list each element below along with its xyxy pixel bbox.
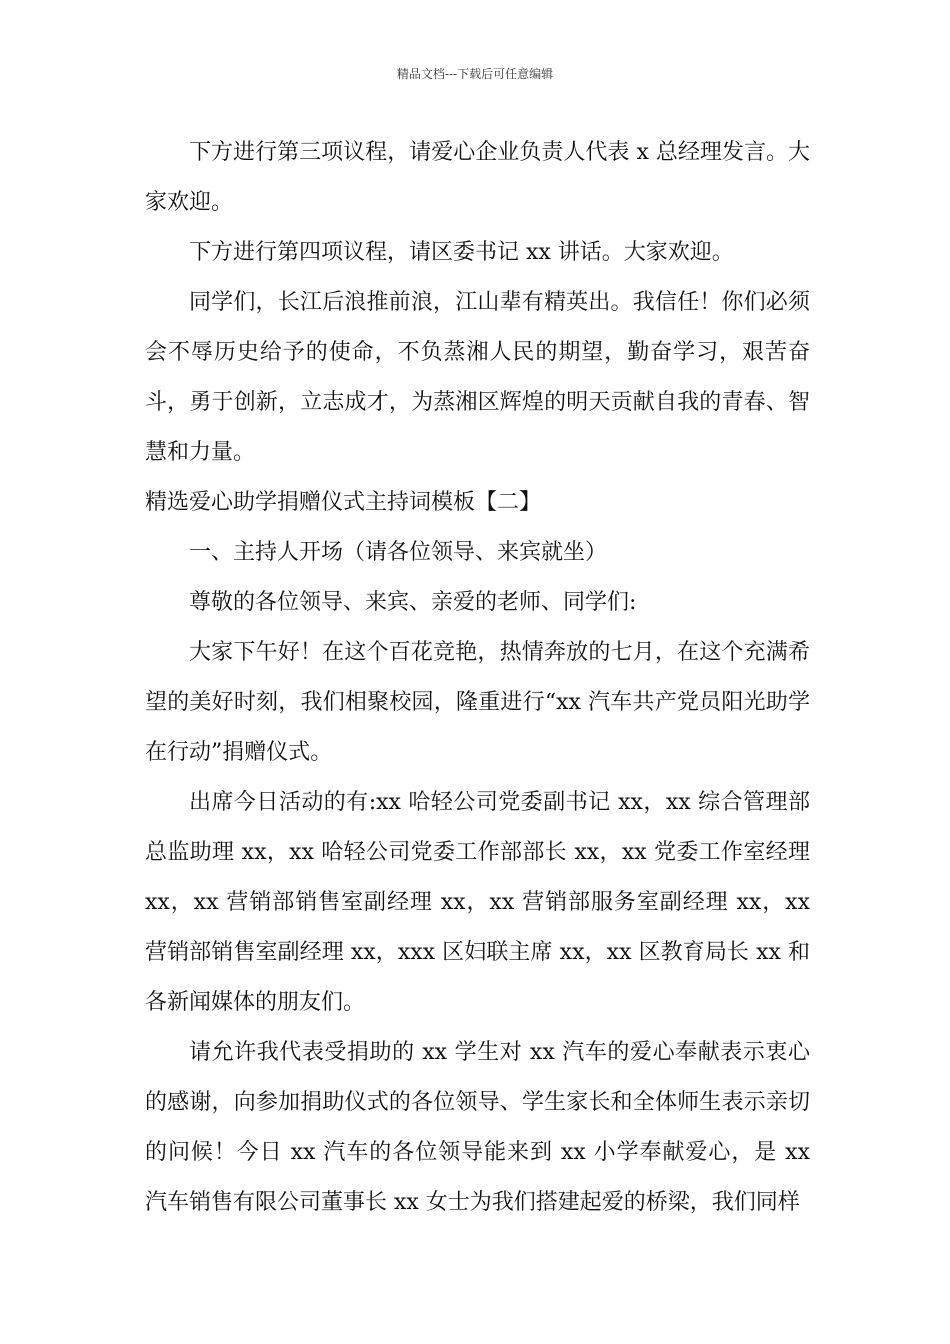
paragraph-thanks: 请允许我代表受捐助的 xx 学生对 xx 汽车的爱心奉献表示衷心的感谢，向参加捐助仪式的各位领导、学生家长和全体师生表示亲切的问候！今日 xx 汽车的各位领导能来到 xx 小学奉献爱心，是 xx 汽车销售有限公司董事长 xx 女士为我们搭建起爱的桥梁，我们同样 <box>145 1040 810 1215</box>
page-header: 精品文档---下载后可任意编辑 <box>396 67 554 81</box>
paragraph-agenda-three: 下方进行第三项议程，请爱心企业负责人代表 x 总经理发言。大家欢迎。 <box>145 140 810 215</box>
paragraph-closing-wishes: 同学们，长江后浪推前浪，江山辈有精英出。我信任！你们必须会不辱历史给予的使命，不负蒸湘人民的期望，勤奋学习，艰苦奋斗，勇于创新，立志成才，为蒸湘区辉煌的明天贡献自我的青春、智慧和力量。 <box>145 290 810 465</box>
paragraph-agenda-four: 下方进行第四项议程，请区委书记 xx 讲话。大家欢迎。 <box>189 240 734 265</box>
paragraph-host-opening: 一、主持人开场（请各位领导、来宾就坐） <box>189 540 608 565</box>
paragraph-greeting: 尊敬的各位领导、来宾、亲爱的老师、同学们: <box>189 590 637 615</box>
paragraph-attendees: 出席今日活动的有:xx 哈轻公司党委副书记 xx，xx 综合管理部总监助理 xx，xx 哈轻公司党委工作部部长 xx，xx 党委工作室经理 xx，xx 营销部销售室副经理 xx，xx 营销部服务室副经理 xx，xx 营销部销售室副经理 xx，xxx 区妇联主席 xx，xx 区教育局长 xx 和各新闻媒体的朋友们。 <box>145 790 810 1015</box>
document-body <box>145 128 810 1228</box>
paragraph-welcome: 大家下午好！在这个百花竞艳，热情奔放的七月，在这个充满希望的美好时刻，我们相聚校园，隆重进行“xx 汽车共产党员阳光助学在行动”捐赠仪式。 <box>145 640 810 765</box>
section-heading: 精选爱心助学捐赠仪式主持词模板【二】 <box>145 490 542 515</box>
